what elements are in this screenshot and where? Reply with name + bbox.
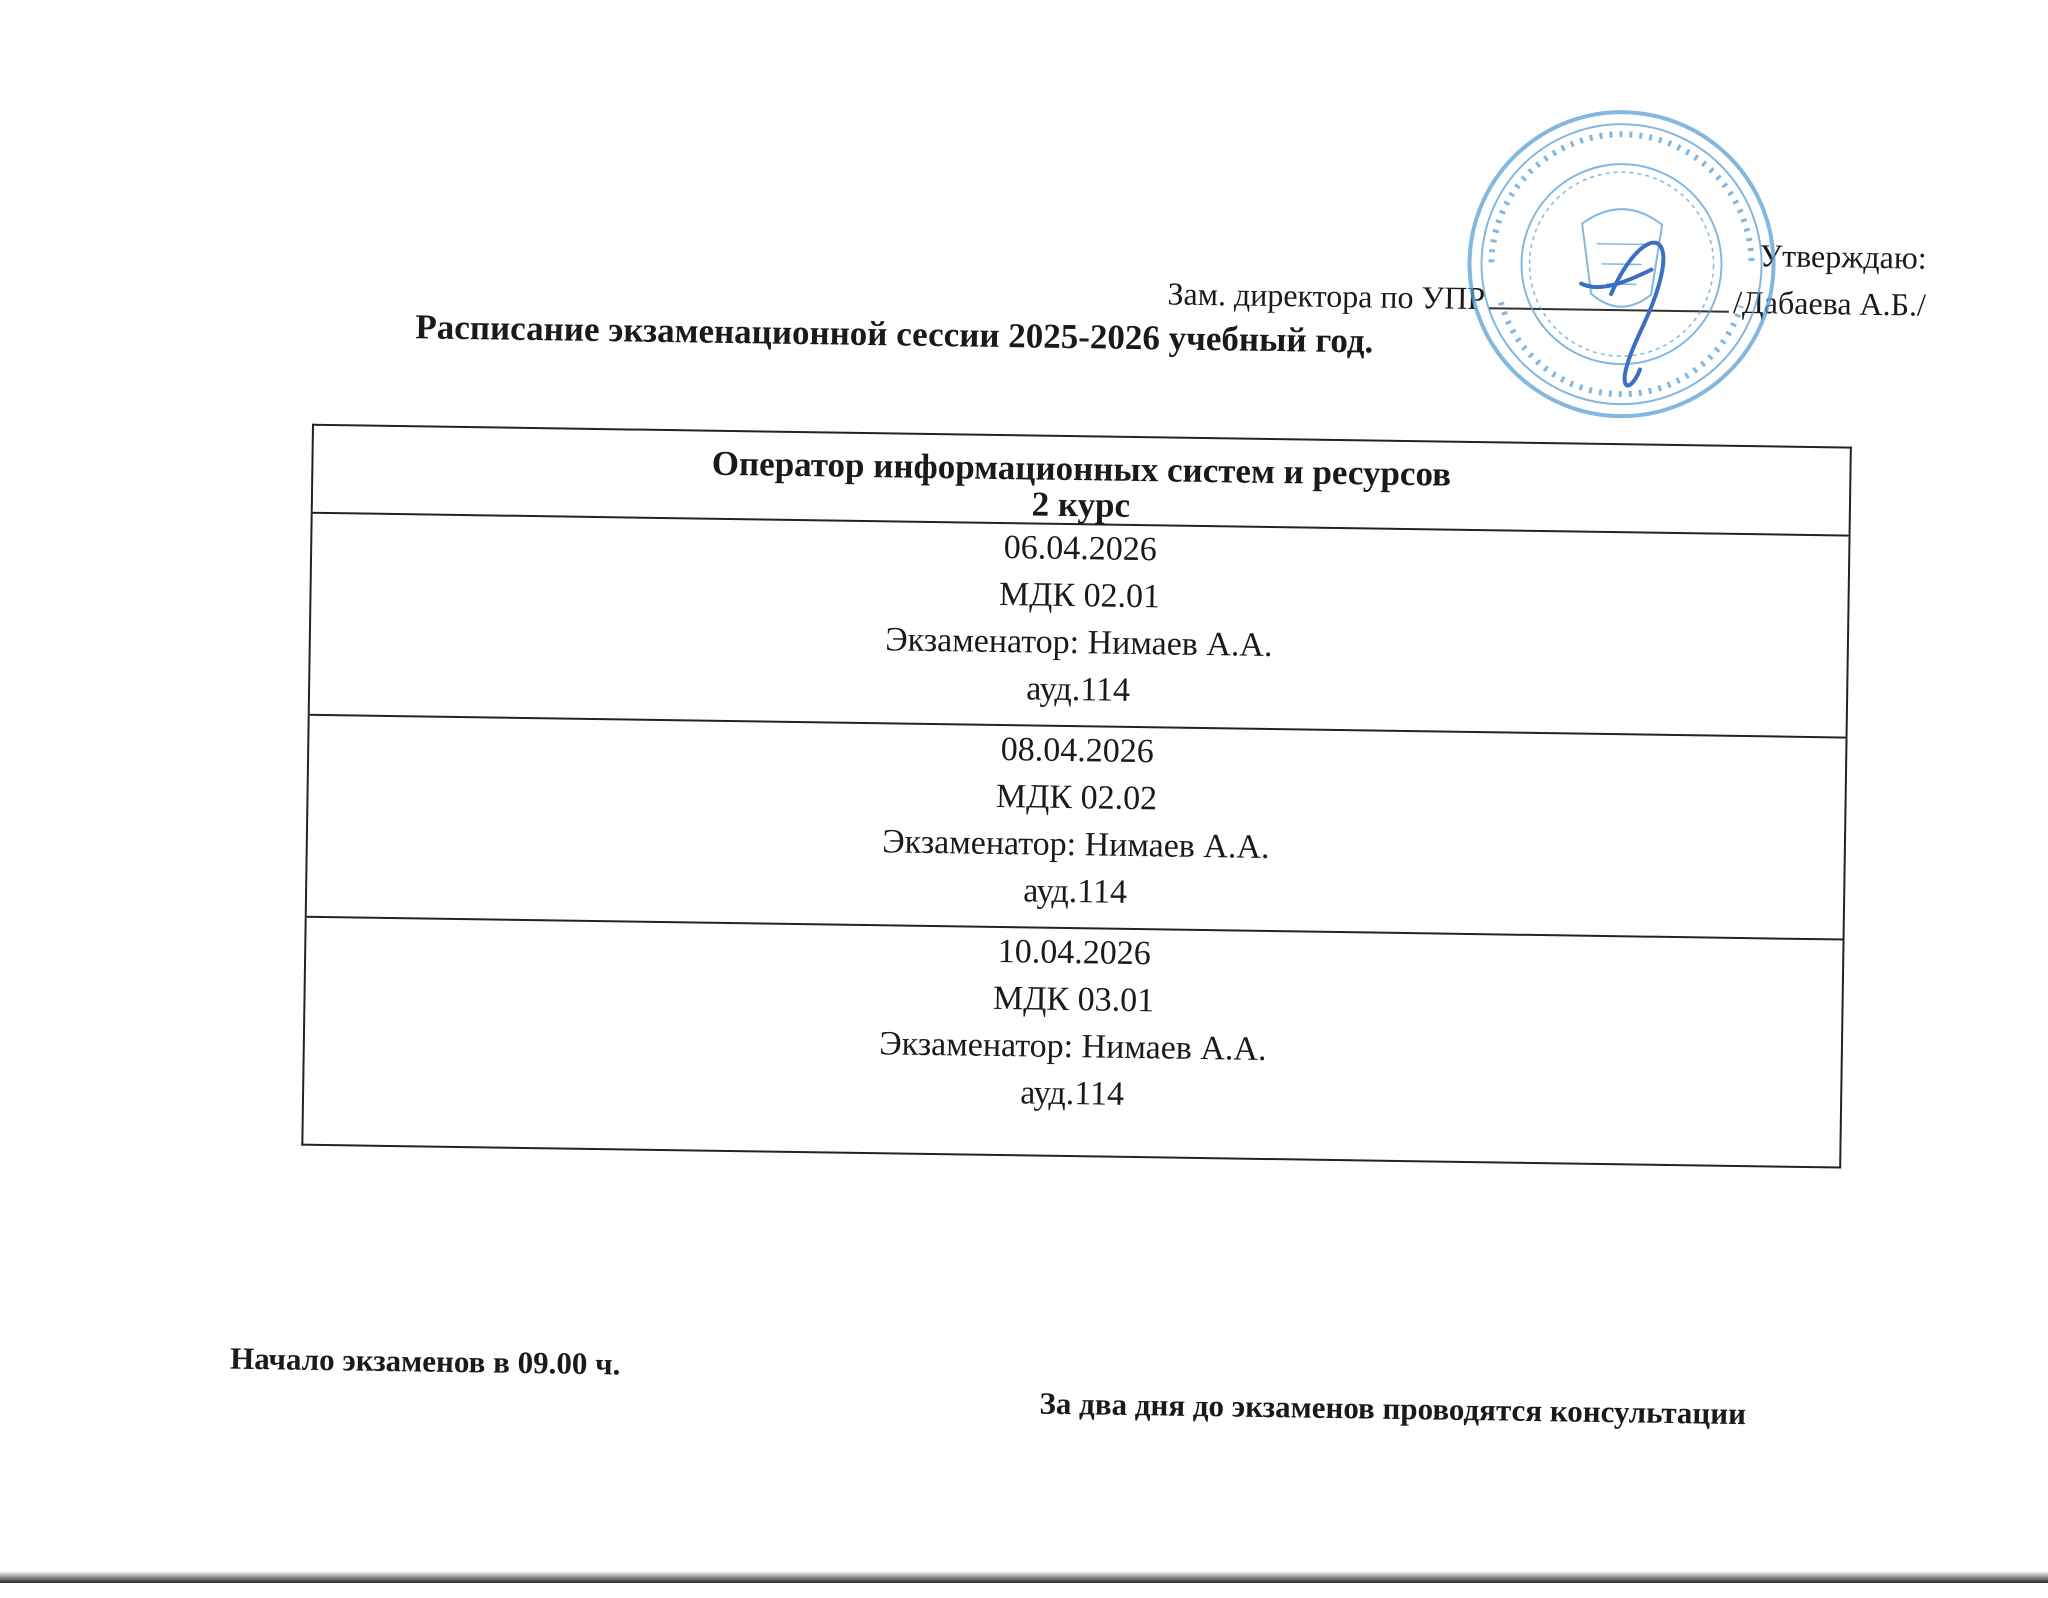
official-seal-icon xyxy=(1459,102,1784,427)
exam-subject: МДК 02.02 xyxy=(995,777,1158,818)
exam-start-note: Начало экзаменов в 09.00 ч. xyxy=(229,1340,621,1382)
exam-date: 06.04.2026 xyxy=(1003,529,1158,569)
approve-label: Утверждаю: xyxy=(1759,237,1927,276)
table-row xyxy=(302,917,1843,1168)
exam-date: 08.04.2026 xyxy=(1000,731,1155,771)
consultation-note: За два дня до экзаменов проводятся консультации xyxy=(1039,1385,1747,1432)
exam-cell xyxy=(302,917,1843,1168)
page-title: Расписание экзаменационной сессии 2025-2026 учебный год. xyxy=(415,307,1374,361)
exam-date: 10.04.2026 xyxy=(997,932,1152,973)
exam-room: ауд.114 xyxy=(1023,872,1128,911)
course-label: 2 курс xyxy=(1031,484,1131,525)
specialty-name: Оператор информационных систем и ресурсов xyxy=(711,443,1452,494)
approver-position: Зам. директора по УПР xyxy=(1167,275,1486,317)
exam-examiner: Экзаменатор: Нимаев А.А. xyxy=(884,621,1273,665)
exam-subject: МДК 02.01 xyxy=(998,575,1161,616)
exam-cell xyxy=(306,715,1847,940)
approver-name: /Дабаева А.Б./ xyxy=(1732,283,1927,323)
exam-examiner: Экзаменатор: Нимаев А.А. xyxy=(881,823,1270,867)
scan-edge-shadow xyxy=(0,1571,2048,1583)
exam-schedule-table xyxy=(301,424,1852,1169)
table-row xyxy=(309,513,1850,738)
exam-room: ауд.114 xyxy=(1026,670,1131,709)
exam-cell xyxy=(309,513,1850,738)
exam-examiner: Экзаменатор: Нимаев А.А. xyxy=(878,1025,1267,1068)
exam-room: ауд.114 xyxy=(1020,1074,1125,1113)
exam-subject: МДК 03.01 xyxy=(992,979,1155,1020)
table-row xyxy=(306,715,1847,940)
